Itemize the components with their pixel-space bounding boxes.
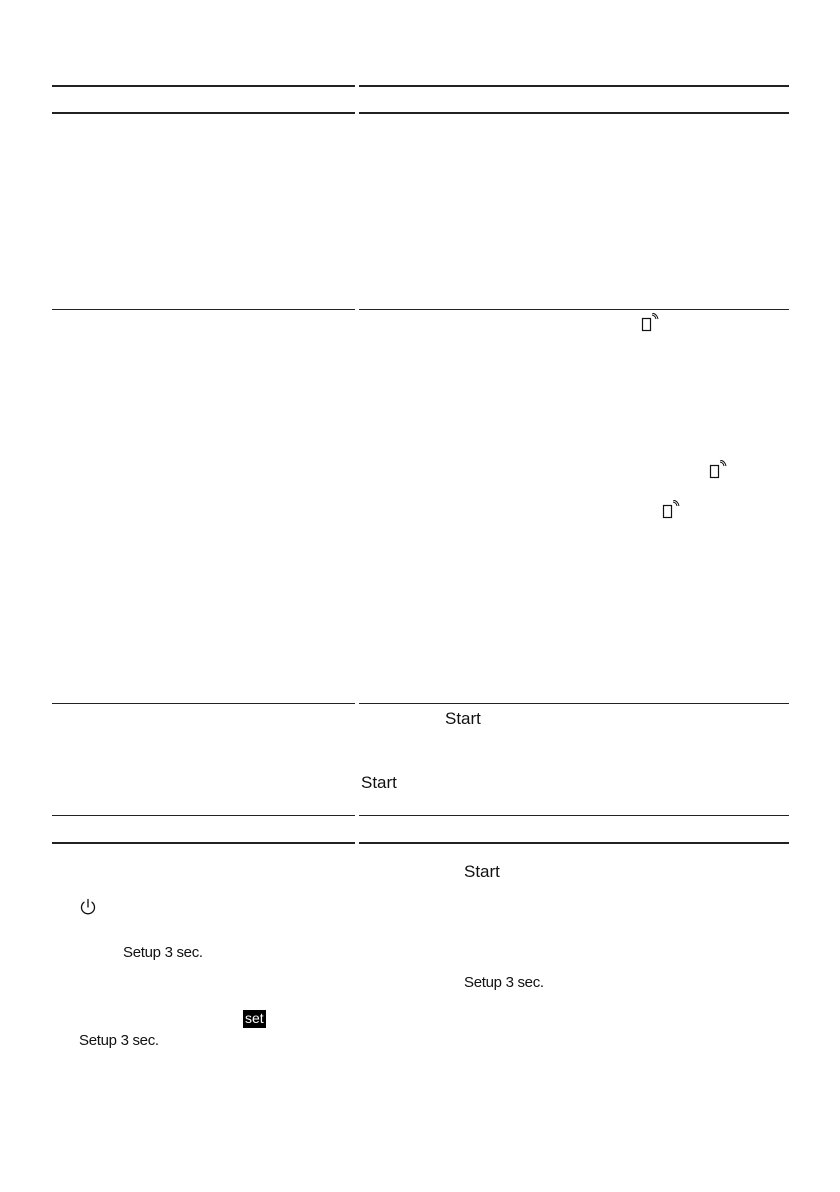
remote-start-icon: [662, 500, 680, 520]
remote-start-icon: [709, 460, 727, 480]
table1-bottom-right: [359, 815, 789, 816]
start-label: Start: [464, 862, 500, 881]
setup-label: Setup 3 sec.: [79, 1032, 159, 1049]
table1-header-top-left: [52, 85, 355, 87]
remote-start-icon: [641, 313, 659, 333]
table1-header-bottom-left: [52, 112, 355, 114]
setup-label: Setup 3 sec.: [123, 944, 203, 961]
start-label: Start: [361, 773, 397, 792]
set-badge: set: [245, 1010, 264, 1026]
table1-header-bottom-right: [359, 112, 789, 114]
power-icon: [79, 898, 97, 916]
table1-header-top-right: [359, 85, 789, 87]
table2-header-bottom-left: [52, 842, 355, 844]
table1-bottom-left: [52, 815, 355, 816]
setup-label: Setup 3 sec.: [464, 974, 544, 991]
table1-row2-divider-right: [359, 703, 789, 704]
table2-header-bottom-right: [359, 842, 789, 844]
table1-row1-divider-left: [52, 309, 355, 310]
start-label: Start: [445, 709, 481, 728]
table1-row1-divider-right: [359, 309, 789, 310]
table1-row2-divider-left: [52, 703, 355, 704]
